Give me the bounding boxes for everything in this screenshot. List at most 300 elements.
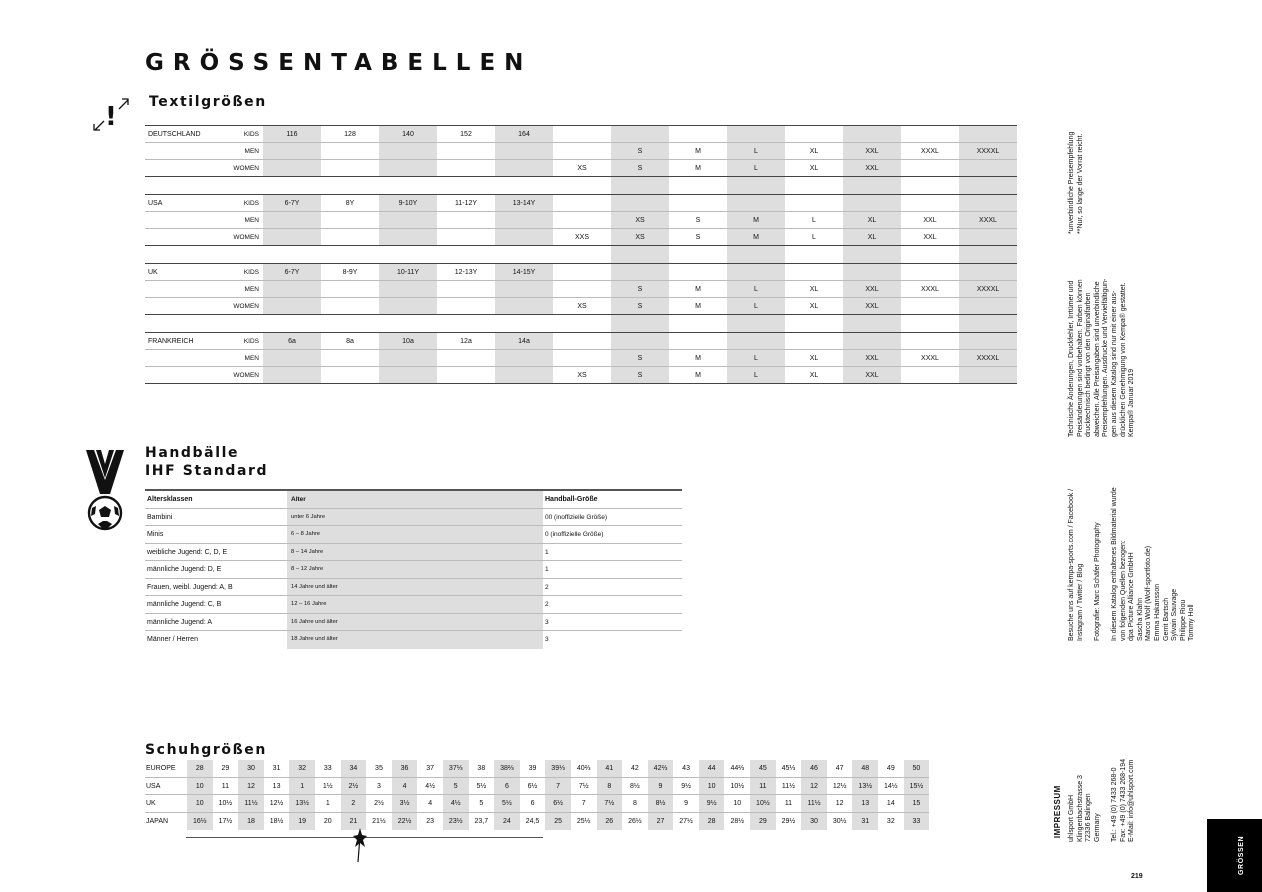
text-line: **Nur, so lange der Vorrat reicht. bbox=[1076, 133, 1084, 234]
shoe-size-cell: 6½ bbox=[527, 782, 538, 790]
size-cell: M bbox=[727, 229, 785, 245]
text-line: E-Mail: info@uhlsport.com bbox=[1128, 759, 1136, 842]
shoe-size-cell: 9 bbox=[684, 800, 689, 807]
size-cell bbox=[959, 195, 1017, 211]
shoe-size-cell: 13½ bbox=[289, 795, 315, 812]
country-label: USA bbox=[148, 200, 163, 207]
size-cell bbox=[553, 264, 611, 280]
shoes-heading: Schuhgrößen bbox=[145, 742, 267, 758]
textile-group bbox=[145, 263, 1017, 315]
category-label: WOMEN bbox=[233, 165, 259, 172]
shoe-size-cell: 11 bbox=[784, 800, 793, 807]
table-row bbox=[145, 212, 1017, 229]
category-label: WOMEN bbox=[233, 234, 259, 241]
shoe-size-cell: 9 bbox=[648, 778, 674, 795]
shoe-size-cell: 24 bbox=[494, 813, 520, 831]
size-cell bbox=[379, 350, 437, 366]
country-label: FRANKREICH bbox=[148, 338, 194, 345]
shoe-size-cell: 1 bbox=[325, 800, 330, 807]
size-cell bbox=[785, 333, 843, 349]
size-cell: XXL bbox=[923, 234, 937, 241]
shoe-size-cell: 30 bbox=[801, 813, 827, 831]
size-cell bbox=[611, 126, 669, 142]
shoe-size-cell: 7 bbox=[545, 778, 571, 795]
age-cell: 12 – 16 Jahre bbox=[287, 596, 543, 613]
shoe-size-cell: 47 bbox=[835, 765, 844, 772]
textile-heading: Textilgrößen bbox=[149, 94, 267, 110]
size-cell bbox=[263, 350, 321, 366]
category-label: KIDS bbox=[243, 131, 259, 138]
text-line: Preisänderungen sind vorbehalten. Farben können bbox=[1076, 279, 1084, 437]
shoe-size-cell: 39 bbox=[528, 765, 537, 772]
size-cell: S bbox=[695, 234, 701, 241]
handball-heading bbox=[145, 444, 268, 480]
shoe-size-cell: 4 bbox=[392, 778, 418, 795]
size-cell bbox=[379, 298, 437, 314]
shoe-size-cell: 23 bbox=[426, 817, 435, 825]
shoe-size-cell: 11½ bbox=[781, 782, 795, 790]
shoe-size-cell: 17½ bbox=[218, 817, 233, 825]
shoe-size-cell: 11 bbox=[750, 778, 776, 795]
size-cell bbox=[611, 333, 669, 349]
shoe-system-label: EUROPE bbox=[146, 765, 176, 772]
table-row bbox=[145, 596, 682, 614]
text-line: Besuche uns auf kempa-sports.com / Facebook / bbox=[1068, 488, 1075, 641]
size-cell: XXS bbox=[574, 234, 589, 241]
table-row bbox=[145, 614, 682, 632]
size-cell: 11-12Y bbox=[454, 200, 478, 207]
shoe-size-cell: 7½ bbox=[578, 782, 589, 790]
category-label: KIDS bbox=[243, 200, 259, 207]
shoe-size-cell: 26 bbox=[597, 813, 623, 831]
size-cell bbox=[669, 126, 727, 142]
country-label bbox=[145, 350, 205, 366]
size-cell: XXL bbox=[843, 350, 901, 366]
shoe-size-cell: 26½ bbox=[628, 817, 642, 825]
size-cell bbox=[901, 367, 959, 383]
size-cell bbox=[437, 143, 495, 159]
table-row bbox=[145, 264, 1017, 281]
shoe-size-cell: 16½ bbox=[187, 813, 213, 831]
shoe-size-cell: 21 bbox=[341, 813, 367, 831]
age-cell: 16 Jahre und älter bbox=[287, 614, 543, 631]
size-cell bbox=[321, 229, 379, 245]
shoe-size-cell: 23,7 bbox=[474, 817, 489, 825]
shoe-size-cell: 10½ bbox=[750, 795, 776, 812]
shoe-size-cell: 5 bbox=[479, 800, 484, 807]
legal-notice bbox=[1068, 279, 1137, 437]
size-cell bbox=[321, 160, 379, 176]
size-cell bbox=[843, 264, 901, 280]
size-cell bbox=[669, 264, 727, 280]
size-cell: XXL bbox=[843, 281, 901, 297]
shoe-size-cell: 8½ bbox=[630, 782, 640, 790]
header-altersklassen: Altersklassen bbox=[147, 496, 193, 503]
size-cell bbox=[901, 298, 959, 314]
text-line: Fotografie: Marc Schäfer Photography bbox=[1093, 522, 1101, 641]
shoe-size-cell: 28 bbox=[699, 813, 725, 831]
size-cell: XS bbox=[611, 212, 669, 228]
ball-size-cell: 3 bbox=[545, 636, 549, 643]
size-cell: 140 bbox=[379, 126, 437, 142]
size-cell: L bbox=[727, 143, 785, 159]
size-cell: XS bbox=[577, 372, 587, 379]
shoe-size-cell: 21½ bbox=[372, 817, 386, 825]
shoe-size-table bbox=[145, 760, 929, 830]
shoe-size-cell: 10 bbox=[733, 800, 742, 807]
size-cell: M bbox=[727, 212, 785, 228]
table-row bbox=[145, 160, 1017, 177]
size-cell bbox=[785, 264, 843, 280]
shoe-size-cell: 8 bbox=[597, 778, 623, 795]
shoe-system-label: JAPAN bbox=[146, 817, 169, 825]
shoe-size-cell: 44⅔ bbox=[730, 765, 745, 772]
shoe-size-cell: 25½ bbox=[576, 817, 591, 825]
textile-group bbox=[145, 332, 1017, 384]
shoe-size-cell: 2½ bbox=[374, 800, 384, 807]
category-label: KIDS bbox=[243, 269, 259, 276]
size-cell bbox=[379, 367, 437, 383]
size-cell bbox=[959, 160, 1017, 176]
shoe-size-cell: 30½ bbox=[832, 817, 847, 825]
size-cell bbox=[321, 298, 379, 314]
shoe-size-cell: 11 bbox=[221, 782, 230, 790]
section-tab-label: GRÖSSEN bbox=[1238, 835, 1245, 875]
shoe-size-cell: 44 bbox=[699, 760, 725, 777]
size-cell: L bbox=[727, 160, 785, 176]
size-cell: XS bbox=[577, 165, 587, 172]
size-cell bbox=[553, 333, 611, 349]
table-row bbox=[145, 143, 1017, 160]
size-cell: 10-11Y bbox=[379, 264, 437, 280]
handball-header-row bbox=[145, 491, 682, 509]
shoe-size-cell: 18½ bbox=[269, 817, 284, 825]
section-tab bbox=[1207, 819, 1262, 892]
text-line: Germany bbox=[1093, 813, 1101, 842]
shoe-size-cell: 11½ bbox=[238, 795, 264, 812]
shoe-size-cell: 39⅓ bbox=[545, 760, 571, 777]
table-row bbox=[145, 281, 1017, 298]
price-notes bbox=[1068, 132, 1085, 234]
table-row bbox=[145, 298, 1017, 315]
size-cell bbox=[263, 229, 321, 245]
age-cell: unter 6 Jahre bbox=[287, 509, 543, 526]
impressum-address bbox=[1068, 759, 1137, 842]
size-cell bbox=[495, 212, 553, 228]
shoe-size-cell: 9½ bbox=[681, 782, 691, 790]
table-row bbox=[145, 579, 682, 597]
size-cell: 8a bbox=[346, 338, 354, 345]
group-spacer bbox=[145, 246, 1017, 263]
ball-size-cell: 00 (inoffizielle Größe) bbox=[545, 513, 608, 521]
size-cell: 6-7Y bbox=[263, 264, 321, 280]
shoe-size-cell: 10 bbox=[699, 778, 725, 795]
shoe-size-cell: 12½ bbox=[832, 782, 847, 790]
size-cell: XL bbox=[809, 372, 819, 379]
shoe-size-cell: 11½ bbox=[801, 795, 827, 812]
size-cell bbox=[321, 350, 379, 366]
shoe-size-cell: 2 bbox=[341, 795, 367, 812]
size-cell: 14a bbox=[495, 333, 553, 349]
size-cell bbox=[553, 195, 611, 211]
ball-size-cell: 2 bbox=[545, 601, 549, 608]
size-cell: S bbox=[611, 350, 669, 366]
size-cell: XXL bbox=[843, 143, 901, 159]
size-cell bbox=[437, 160, 495, 176]
size-cell bbox=[785, 126, 843, 142]
group-spacer bbox=[145, 315, 1017, 332]
text-line: *unverbindliche Preisempfehlung bbox=[1068, 131, 1075, 234]
text-line: drücklichen Genehmigung von Kempa® gestattet. bbox=[1119, 282, 1127, 437]
text-line: uhlsport GmbH bbox=[1068, 794, 1075, 842]
table-row bbox=[145, 760, 929, 778]
text-line: Klingenbachstrasse 3 bbox=[1076, 775, 1084, 842]
textile-group bbox=[145, 194, 1017, 246]
photo-credits bbox=[1068, 487, 1197, 641]
size-cell bbox=[959, 264, 1017, 280]
size-cell bbox=[263, 367, 321, 383]
size-cell bbox=[959, 367, 1017, 383]
age-class-cell: Minis bbox=[147, 531, 164, 538]
age-cell: 18 Jahre und älter bbox=[287, 631, 543, 649]
size-cell bbox=[727, 264, 785, 280]
text-line bbox=[1102, 759, 1111, 842]
shoe-size-cell: 10 bbox=[187, 778, 213, 795]
size-cell bbox=[553, 126, 611, 142]
country-label bbox=[145, 229, 205, 245]
shoe-size-cell: 34 bbox=[341, 760, 367, 777]
size-cell bbox=[901, 264, 959, 280]
text-line: Instagram / Twitter / Blog bbox=[1076, 563, 1084, 641]
text-line: Emma Hakansson bbox=[1153, 583, 1161, 641]
size-cell bbox=[553, 281, 611, 297]
shoe-size-cell: 22½ bbox=[392, 813, 418, 831]
size-cell: 8-9Y bbox=[342, 269, 358, 276]
shoe-size-cell: 27½ bbox=[679, 817, 693, 825]
size-cell bbox=[611, 195, 669, 211]
size-cell bbox=[263, 160, 321, 176]
size-cell: S bbox=[611, 298, 669, 314]
text-line: Technische Änderungen, Druckfehler, Irrtümer und bbox=[1068, 280, 1075, 437]
shoe-size-cell: 18 bbox=[238, 813, 264, 831]
size-cell bbox=[379, 143, 437, 159]
size-cell: XXXL bbox=[959, 212, 1017, 228]
size-cell: XL bbox=[809, 165, 819, 172]
shoe-size-cell: 30 bbox=[238, 760, 264, 777]
ball-size-cell: 1 bbox=[545, 566, 549, 573]
country-label bbox=[145, 298, 205, 314]
ball-size-cell: 2 bbox=[545, 583, 549, 591]
size-cell bbox=[263, 143, 321, 159]
text-line: Sascha Klahn bbox=[1136, 597, 1144, 641]
shoe-size-cell: 4½ bbox=[425, 782, 435, 790]
age-class-cell: weibliche Jugend: C, D, E bbox=[147, 548, 228, 556]
size-cell bbox=[263, 298, 321, 314]
table-row bbox=[145, 350, 1017, 367]
size-cell: 6-7Y bbox=[263, 195, 321, 211]
shoe-size-cell: 23½ bbox=[443, 813, 469, 831]
shoe-size-cell: 12 bbox=[801, 778, 827, 795]
shoe-size-cell: 15½ bbox=[904, 778, 930, 795]
table-row bbox=[145, 544, 682, 562]
shoe-size-cell: 9½ bbox=[699, 795, 725, 812]
size-cell: 14-15Y bbox=[495, 264, 553, 280]
size-cell bbox=[495, 367, 553, 383]
size-cell bbox=[553, 143, 611, 159]
shoe-size-cell: 43 bbox=[682, 765, 690, 772]
country-label: UK bbox=[148, 269, 158, 276]
country-label bbox=[145, 281, 205, 297]
table-row bbox=[145, 229, 1017, 246]
shoe-size-cell: 4 bbox=[428, 800, 433, 807]
shoe-size-cell: 37 bbox=[426, 765, 435, 772]
shoe-system-label: UK bbox=[146, 800, 156, 807]
size-cell bbox=[843, 126, 901, 142]
age-cell: 8 – 14 Jahre bbox=[287, 544, 543, 561]
shoe-size-cell: 48 bbox=[852, 760, 878, 777]
shoe-size-cell: 42 bbox=[630, 765, 639, 772]
age-class-cell: männliche Jugend: D, E bbox=[147, 566, 222, 573]
size-cell bbox=[553, 212, 611, 228]
size-cell: M bbox=[695, 303, 701, 310]
size-cell: L bbox=[727, 367, 785, 383]
size-cell bbox=[437, 212, 495, 228]
category-label: WOMEN bbox=[233, 372, 259, 379]
country-label bbox=[145, 212, 205, 228]
header-handball-groesse: Handball-Größe bbox=[545, 496, 598, 503]
size-cell: XXL bbox=[843, 298, 901, 314]
size-cell bbox=[495, 350, 553, 366]
shoe-size-cell: 45 bbox=[750, 760, 776, 777]
table-row bbox=[145, 813, 929, 831]
size-cell: XXL bbox=[843, 367, 901, 383]
shoe-size-cell: 42⅔ bbox=[648, 760, 674, 777]
category-label: KIDS bbox=[243, 338, 259, 345]
size-cell bbox=[495, 298, 553, 314]
table-row bbox=[145, 526, 682, 544]
shoe-size-cell: 13 bbox=[272, 782, 281, 790]
text-line: 72336 Balingen bbox=[1085, 793, 1093, 842]
size-cell: XL bbox=[809, 303, 819, 310]
shoe-size-cell: 40⅔ bbox=[576, 765, 591, 772]
kempa-star-logo bbox=[353, 828, 367, 864]
text-line: Preisempfehlungen. Ausdrucke und Vervielfältigun- bbox=[1102, 278, 1110, 437]
size-cell bbox=[263, 212, 321, 228]
shoe-size-cell: 38 bbox=[477, 765, 486, 772]
shoe-size-cell: 8 bbox=[632, 800, 637, 807]
shoe-size-cell: 37⅓ bbox=[443, 760, 469, 777]
shoe-size-cell: 12 bbox=[238, 778, 264, 795]
size-cell: S bbox=[611, 281, 669, 297]
size-cell: XXXXL bbox=[959, 281, 1017, 297]
size-cell: M bbox=[695, 286, 701, 293]
size-cell: XL bbox=[843, 212, 901, 228]
size-cell bbox=[495, 229, 553, 245]
size-cell bbox=[553, 350, 611, 366]
text-line: Sylvain Sauvage bbox=[1171, 588, 1179, 641]
size-cell: 116 bbox=[263, 126, 321, 142]
size-cell bbox=[785, 195, 843, 211]
shoe-size-cell: 3½ bbox=[392, 795, 418, 812]
size-cell bbox=[959, 229, 1017, 245]
size-cell: XXXL bbox=[921, 286, 939, 293]
shoe-size-cell: 25 bbox=[545, 813, 571, 831]
table-row bbox=[145, 795, 929, 813]
size-cell: 164 bbox=[495, 126, 553, 142]
text-line: von folgenden Quellen bezogen: bbox=[1119, 540, 1127, 641]
shoe-size-cell: 29 bbox=[750, 813, 776, 831]
shoe-size-cell: 36 bbox=[392, 760, 418, 777]
size-cell: XL bbox=[809, 355, 819, 362]
text-line: Tel.: +49 (0) 7433 268-0 bbox=[1110, 767, 1118, 842]
shoe-size-cell: 10½ bbox=[730, 782, 745, 790]
size-cell: 6a bbox=[263, 333, 321, 349]
size-cell: L bbox=[727, 298, 785, 314]
shoe-size-cell: 8½ bbox=[648, 795, 674, 812]
country-label bbox=[145, 143, 205, 159]
shoe-size-cell: 32 bbox=[289, 760, 315, 777]
table-row bbox=[145, 778, 929, 796]
size-cell bbox=[437, 229, 495, 245]
size-cell bbox=[495, 281, 553, 297]
ball-size-cell: 3 bbox=[545, 618, 549, 626]
size-cell: XXL bbox=[923, 217, 937, 224]
shoe-size-cell: 7 bbox=[581, 800, 586, 807]
size-cell: M bbox=[695, 165, 701, 172]
size-cell: XXXL bbox=[921, 148, 939, 155]
shoe-size-cell: 6 bbox=[530, 800, 535, 807]
impressum-heading: IMPRESSUM bbox=[1052, 785, 1062, 839]
size-cell bbox=[379, 229, 437, 245]
shoe-size-cell: 10 bbox=[187, 795, 213, 812]
size-cell bbox=[321, 212, 379, 228]
text-line: Tommy Holl bbox=[1188, 604, 1196, 641]
shoe-size-cell: 13½ bbox=[852, 778, 878, 795]
size-cell: XXXL bbox=[921, 355, 939, 362]
shoe-size-cell: 31 bbox=[852, 813, 878, 831]
textile-size-table bbox=[145, 125, 1017, 384]
size-cell: 152 bbox=[460, 131, 472, 138]
size-cell bbox=[437, 350, 495, 366]
text-line: Fax: +49 (0) 7433 268-194 bbox=[1119, 758, 1127, 842]
size-cell bbox=[901, 126, 959, 142]
shoe-size-cell: 29½ bbox=[781, 817, 796, 825]
country-label bbox=[145, 367, 205, 383]
table-row bbox=[145, 333, 1017, 350]
shoe-size-cell: 49 bbox=[886, 765, 895, 772]
country-label: DEUTSCHLAND bbox=[148, 131, 201, 138]
age-cell: 14 Jahre und älter bbox=[287, 579, 543, 596]
size-cell bbox=[437, 367, 495, 383]
table-row bbox=[145, 561, 682, 579]
size-cell bbox=[727, 195, 785, 211]
text-line: Philippe Riou bbox=[1179, 599, 1187, 641]
shoe-size-cell: 38⅔ bbox=[494, 760, 520, 777]
size-cell: S bbox=[611, 143, 669, 159]
category-label: MEN bbox=[244, 355, 259, 362]
shoe-size-cell: 31 bbox=[272, 765, 281, 772]
shoe-size-cell: 33 bbox=[904, 813, 930, 831]
age-class-cell: Männer / Herren bbox=[147, 636, 198, 643]
size-cell bbox=[495, 143, 553, 159]
shoe-size-cell: 10½ bbox=[218, 800, 233, 807]
size-cell: L bbox=[727, 281, 785, 297]
header-alter: Alter bbox=[287, 491, 543, 508]
size-cell: XS bbox=[611, 229, 669, 245]
shoe-size-cell: 29 bbox=[221, 765, 230, 772]
shoe-size-cell: 12 bbox=[835, 800, 844, 807]
handball-heading-line1: Handbälle bbox=[145, 445, 240, 461]
